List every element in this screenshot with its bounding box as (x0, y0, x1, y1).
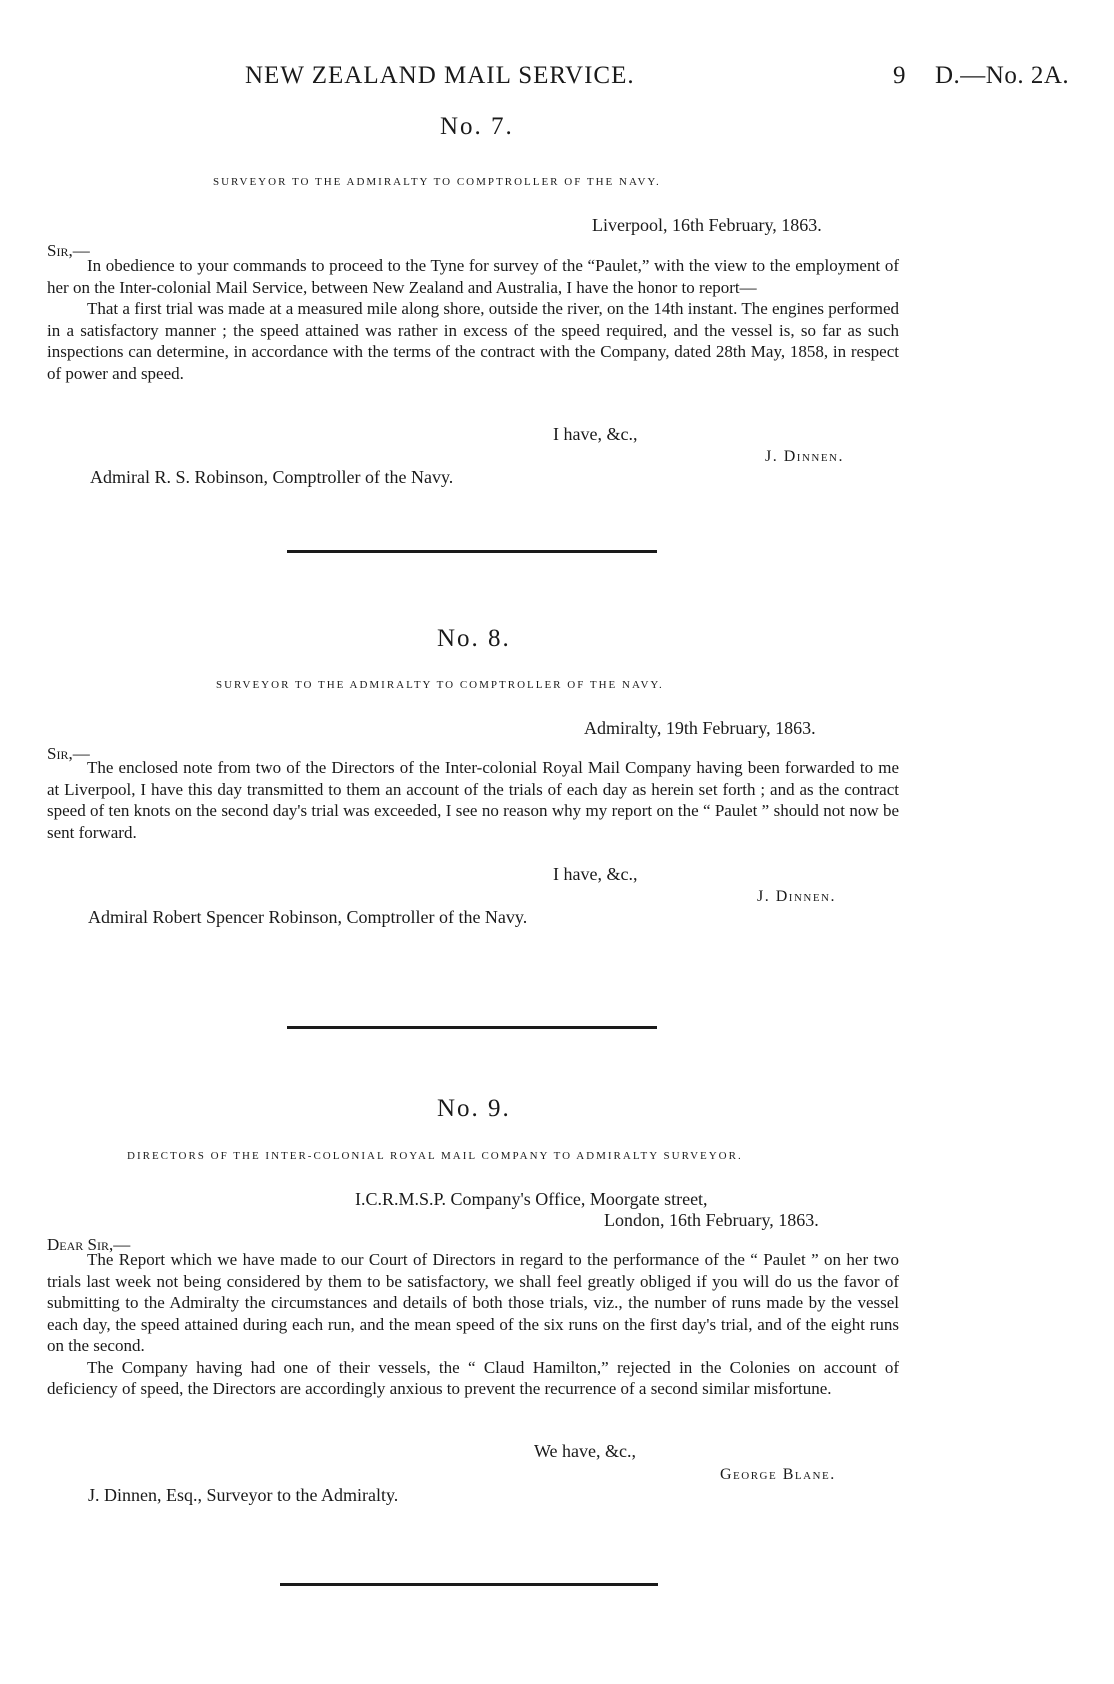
place-date: Admiralty, 19th February, 1863. (584, 718, 816, 738)
document-reference: D.—No. 2A. (935, 62, 1070, 89)
letter-heading: SURVEYOR TO THE ADMIRALTY TO COMPTROLLER OF THE NAVY. (213, 176, 661, 188)
salutation: Sir,— (47, 744, 90, 763)
page-number: 9 (893, 62, 906, 89)
letter-number: No. 8. (437, 625, 511, 652)
paragraph: That a first trial was made at a measured mile along shore, outside the river, on the 14th instant. The engines performed in a satisfactory manner ; the speed attained was rather in excess of the speed required, and the vessel is, so far as such inspections can determine, in accordance with the terms of the contract with the Company, dated 28th May, 1858, in respect of power and speed. (47, 299, 899, 383)
paragraph: In obedience to your commands to proceed to the Tyne for survey of the “Paulet,” with the view to the employment of her on the Inter-colonial Mail Service, between New Zealand and Australia, I have the honor to report— (47, 256, 899, 297)
letter-body (47, 1249, 899, 1400)
paragraph: The Report which we have made to our Court of Directors in regard to the performance of the “ Paulet ” on her two trials last week not being considered by them to be satisfactory, we shall feel greatly obliged if you will do us the favor of submitting to the Admiralty the circumstances and details of both those trials, viz., the number of runs made by the vessel each day, the speed attained during each run, and the mean speed of the six runs on the first day's trial, and of the eight runs on the second. (47, 1250, 899, 1355)
place-line-1: I.C.R.M.S.P. Company's Office, Moorgate street, (355, 1189, 708, 1209)
section-divider (287, 550, 657, 553)
paragraph: The Company having had one of their vessels, the “ Claud Hamilton,” rejected in the Colonies on account of deficiency of speed, the Directors are accordingly anxious to prevent the recurrence of a second similar misfortune. (47, 1357, 899, 1398)
letter-body (47, 757, 899, 843)
signature: George Blane. (720, 1466, 836, 1483)
salutation: Sir,— (47, 241, 90, 260)
running-header-title: NEW ZEALAND MAIL SERVICE. (245, 62, 635, 89)
letter-heading: SURVEYOR TO THE ADMIRALTY TO COMPTROLLER OF THE NAVY. (216, 679, 664, 691)
closing: We have, &c., (534, 1441, 637, 1461)
addressee: Admiral Robert Spencer Robinson, Comptroller of the Navy. (88, 907, 528, 927)
addressee: Admiral R. S. Robinson, Comptroller of the Navy. (90, 467, 454, 487)
section-divider (287, 1026, 657, 1029)
place-date: London, 16th February, 1863. (604, 1210, 819, 1230)
addressee: J. Dinnen, Esq., Surveyor to the Admiralty. (88, 1485, 399, 1505)
place-date: Liverpool, 16th February, 1863. (592, 215, 822, 235)
letter-number: No. 9. (437, 1095, 511, 1122)
signature: J. Dinnen. (765, 448, 844, 465)
letter-body (47, 255, 899, 384)
closing: I have, &c., (553, 424, 638, 444)
closing: I have, &c., (553, 864, 638, 884)
letter-number: No. 7. (440, 113, 514, 140)
letter-heading: DIRECTORS OF THE INTER-COLONIAL ROYAL MAIL COMPANY TO ADMIRALTY SURVEYOR. (127, 1150, 743, 1162)
paragraph: The enclosed note from two of the Directors of the Inter-colonial Royal Mail Company having been forwarded to me at Liverpool, I have this day transmitted to them an account of the trials of each day as herein set forth ; and as the contract speed of ten knots on the second day's trial was exceeded, I see no reason why my report on the “ Paulet ” should not now be sent forward. (47, 758, 899, 842)
salutation: Dear Sir,— (47, 1235, 131, 1254)
signature: J. Dinnen. (757, 888, 836, 905)
section-divider (280, 1583, 658, 1586)
